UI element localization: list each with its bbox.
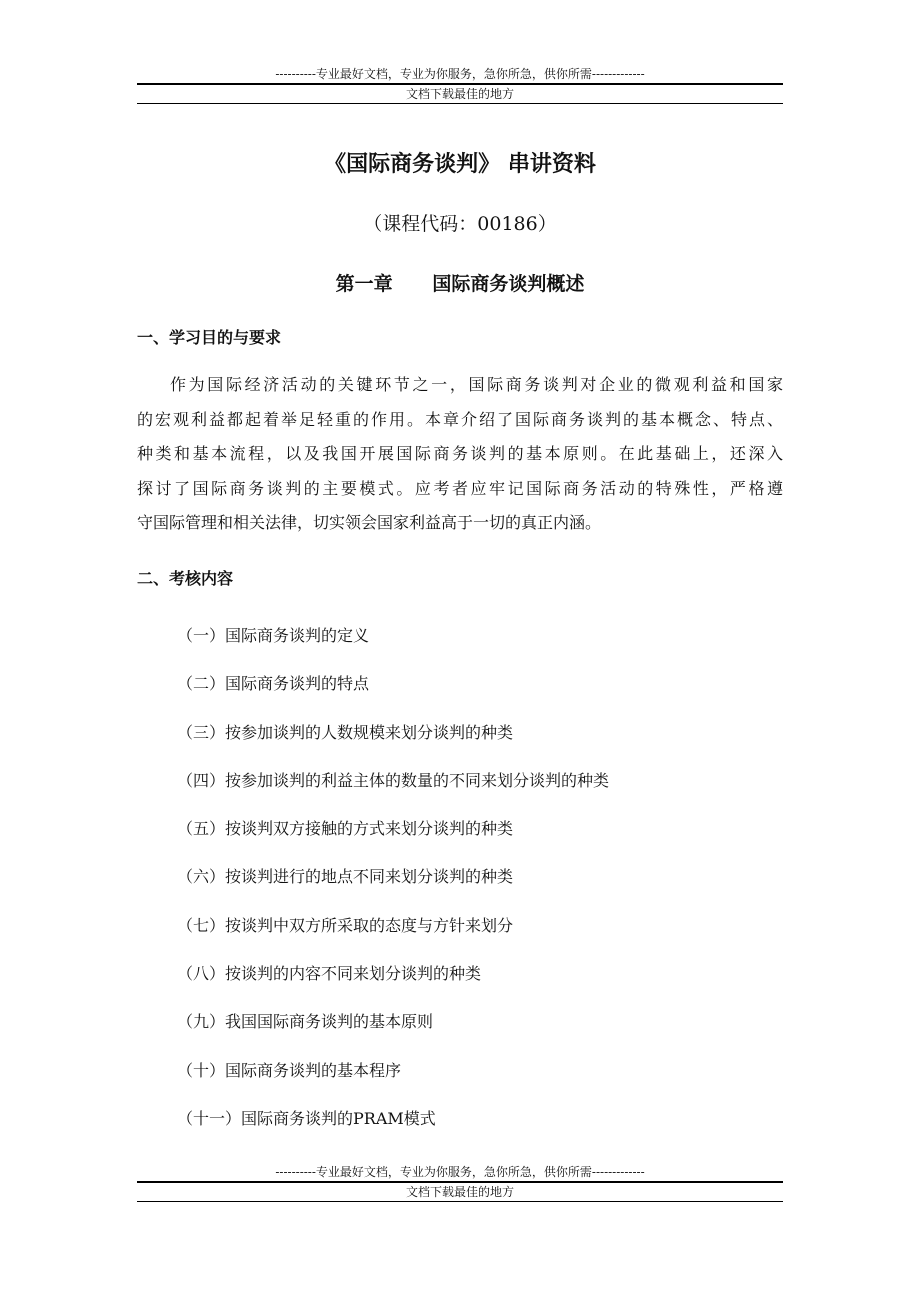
list-item: （八）按谈判的内容不同来划分谈判的种类	[177, 964, 482, 984]
paragraph-line: 种类和基本流程，以及我国开展国际商务谈判的基本原则。在此基础上，还深入	[137, 444, 783, 463]
page-header	[137, 67, 783, 104]
list-item: （五）按谈判双方接触的方式来划分谈判的种类	[177, 819, 514, 839]
page-footer	[137, 1165, 783, 1202]
header-rule-thin	[137, 103, 783, 104]
footer-site-text: 文档下载最佳的地方	[405, 1185, 514, 1199]
list-item: （一）国际商务谈判的定义	[177, 626, 370, 645]
objectives-paragraph	[137, 368, 783, 541]
list-item: （六）按谈判进行的地点不同来划分谈判的种类	[177, 867, 514, 887]
course-code: （课程代码：00186）	[363, 213, 557, 235]
list-item: （九）我国国际商务谈判的基本原则	[177, 1012, 434, 1032]
list-item: （十）国际商务谈判的基本程序	[177, 1060, 402, 1080]
list-item: （二）国际商务谈判的特点	[177, 674, 370, 694]
list-item: （七）按谈判中双方所采取的态度与方针来划分	[177, 915, 514, 935]
paragraph-line: 的宏观利益都起着举足轻重的作用。本章介绍了国际商务谈判的基本概念、特点、	[137, 409, 783, 429]
list-item: （四）按参加谈判的利益主体的数量的不同来划分谈判的种类	[177, 770, 610, 790]
document-title: 《国际商务谈判》 串讲资料	[324, 151, 596, 177]
paragraph-line: 作为国际经济活动的关键环节之一，国际商务谈判对企业的微观利益和国家	[170, 375, 783, 394]
paragraph-line: 守国际管理和相关法律，切实领会国家利益高于一切的真正内涵。	[137, 513, 602, 532]
exam-content-list	[177, 612, 609, 1143]
list-item: （三）按参加谈判的人数规模来划分谈判的种类	[177, 722, 514, 742]
section-heading-content: 二、考核内容	[137, 569, 234, 588]
header-site-text: 文档下载最佳的地方	[405, 87, 514, 101]
header-slogan: ----------专业最好文档，专业为你服务，急你所急，供你所需-------------	[275, 67, 645, 81]
list-item: （十一）国际商务谈判的PRAM模式	[177, 1108, 436, 1128]
footer-slogan: ----------专业最好文档，专业为你服务，急你所急，供你所需-------------	[275, 1165, 645, 1179]
footer-rule-thin	[137, 1201, 783, 1202]
chapter-title: 第一章 国际商务谈判概述	[335, 273, 585, 295]
paragraph-line: 探讨了国际商务谈判的主要模式。应考者应牢记国际商务活动的特殊性，严格遵	[137, 478, 783, 498]
section-heading-objectives: 一、学习目的与要求	[137, 328, 282, 347]
